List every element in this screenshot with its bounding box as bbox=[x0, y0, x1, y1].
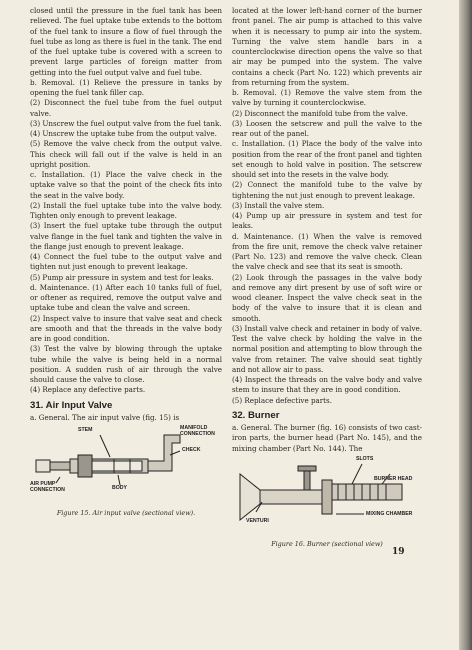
paragraph: (2) Connect the manifold tube to the valve by tightening the nut just enough to prevent leakage. bbox=[232, 180, 422, 200]
stem-label: STEM bbox=[78, 427, 93, 433]
paragraph: (5) Pump air pressure in system and test for leaks. bbox=[30, 272, 214, 282]
paragraph: (3) Install valve check and retainer in body of valve. Test the valve check by holding the valve in the normal position and attempting to blow through the valve from retainer. The valve should seat tightly and not allow air to pass. bbox=[232, 323, 422, 374]
slots-label: SLOTS bbox=[356, 455, 374, 462]
manifold-label: MANIFOLD CONNECTION bbox=[180, 425, 215, 437]
paragraph: (5) Replace defective parts. bbox=[232, 395, 332, 405]
paragraph: (4) Inspect the threads on the valve body and valve stem to insure that they are in good condition. bbox=[232, 375, 422, 395]
paragraph: (2) Disconnect the manifold tube from the valve. bbox=[232, 108, 408, 118]
burner-head-label: BURNER HEAD bbox=[374, 475, 413, 482]
paragraph: (4) Connect the fuel tube to the output valve and tighten nut just enough to prevent leakage. bbox=[30, 252, 222, 272]
paragraph: c. Installation. (1) Place the valve check in the uptake valve so that the point of the check fits into the seat in the valve body. bbox=[30, 170, 222, 200]
paragraph: c. Installation. (1) Place the body of the valve into position from the rear of the front panel and tighten set enough to hold valve in position. The setscrew should set into the resets in the valve body. bbox=[232, 139, 422, 179]
paragraph: (4) Pump up air pressure in system and test for leaks. bbox=[232, 211, 422, 231]
paragraph: (3) Test the valve by blowing through the uptake tube while the valve is being held in a normal position. A sudden rush of air through the valve should cause the valve to close. bbox=[30, 344, 222, 384]
body-label: BODY bbox=[112, 485, 127, 491]
paragraph: (2) Install the fuel uptake tube into the valve body. Tighten only enough to prevent leakage. bbox=[30, 200, 222, 220]
mixing-chamber-label: MIXING CHAMBER bbox=[366, 510, 413, 517]
page-edge bbox=[459, 0, 472, 650]
paragraph: (3) Install the valve stem. bbox=[232, 200, 325, 210]
figure-caption: Figure 15. Air input valve (sectional view). bbox=[56, 509, 196, 517]
figure-caption: Figure 16. Burner (sectional view) bbox=[271, 539, 383, 548]
left-column bbox=[30, 6, 222, 518]
paragraph: b. Removal. (1) Relieve the pressure in tanks by opening the fuel tank filler cap. bbox=[30, 77, 222, 97]
paragraph: b. Removal. (1) Remove the valve stem from the valve by turning it counterclockwise. bbox=[232, 88, 422, 108]
paragraph: a. General. The air input valve (fig. 15) is bbox=[30, 412, 180, 422]
air-input-valve-figure bbox=[30, 425, 222, 508]
air-pump-label: AIR PUMP CONNECTION bbox=[30, 481, 65, 493]
burner-figure bbox=[232, 456, 422, 539]
paragraph: (2) Look through the passages in the valve body and remove any dirt present by use of soft wire or wood cleaner. Inspect the valve check seat in the body of the valve to insure that it is clean and smooth. bbox=[232, 272, 422, 323]
paragraph: (3) Unscrew the fuel output valve from the fuel tank. bbox=[30, 118, 222, 128]
paragraph: a. General. The burner (fig. 16) consists of two cast-iron parts, the burner head (Part No. 145), and the mixing chamber (Part No. 144). The bbox=[232, 423, 422, 453]
check-label: CHECK bbox=[182, 447, 201, 453]
paragraph: (4) Replace any defective parts. bbox=[30, 385, 146, 395]
paragraph: (3) Loosen the setscrew and pull the valve to the rear out of the panel. bbox=[232, 118, 422, 138]
paragraph: closed until the pressure in the fuel tank has been relieved. The fuel uptake tube extends to the bottom of the fuel tank to insure a flow of fuel through the fuel tube as long as there is fuel in the tank. The end of the fuel uptake tube is covered with a screen to prevent large particles of foreign matter from getting into the fuel output valve and fuel tube. bbox=[30, 6, 222, 77]
paragraph: located at the lower left-hand corner of the burner front panel. The air pump is attached to this valve when it is necessary to pump air into the system. Turning the valve stem handle bars in a counterclockwise direction opens the valve so that air may be pumped into the system. The valve contains a check (Part No. 122) which prevents air from returning from the system. bbox=[232, 6, 422, 87]
page-number: 19 bbox=[392, 547, 405, 557]
paragraph: d. Maintenance. (1) When the valve is removed from the fire unit, remove the check valve retainer (Part No. 123) and remove the valve check. Clean the valve check and see that its seat is smooth. bbox=[232, 231, 422, 272]
venturi-label: VENTURI bbox=[246, 517, 269, 524]
paragraph: (2) Inspect valve to insure that valve seat and check are smooth and that the threads in the valve body are in good condition. bbox=[30, 313, 222, 343]
section-heading: 31. Air Input Valve bbox=[30, 399, 113, 411]
paragraph: (4) Unscrew the uptake tube from the output valve. bbox=[30, 129, 217, 138]
paragraph: (3) Insert the fuel uptake tube through the output valve flange in the fuel tank and tighten the valve in the flange just enough to prevent leakage. bbox=[30, 221, 222, 251]
paragraph: d. Maintenance. (1) After each 10 tanks full of fuel, or oftener as required, remove the output valve and uptake tube and clean the valve and screen. bbox=[30, 282, 222, 313]
section-heading: 32. Burner bbox=[232, 409, 280, 421]
paragraph: (2) Disconnect the fuel tube from the fuel output valve. bbox=[30, 98, 222, 118]
right-column bbox=[232, 6, 422, 549]
paragraph: (5) Remove the valve check from the output valve. This check will fall out if the valve is held in an upright position. bbox=[30, 139, 222, 169]
